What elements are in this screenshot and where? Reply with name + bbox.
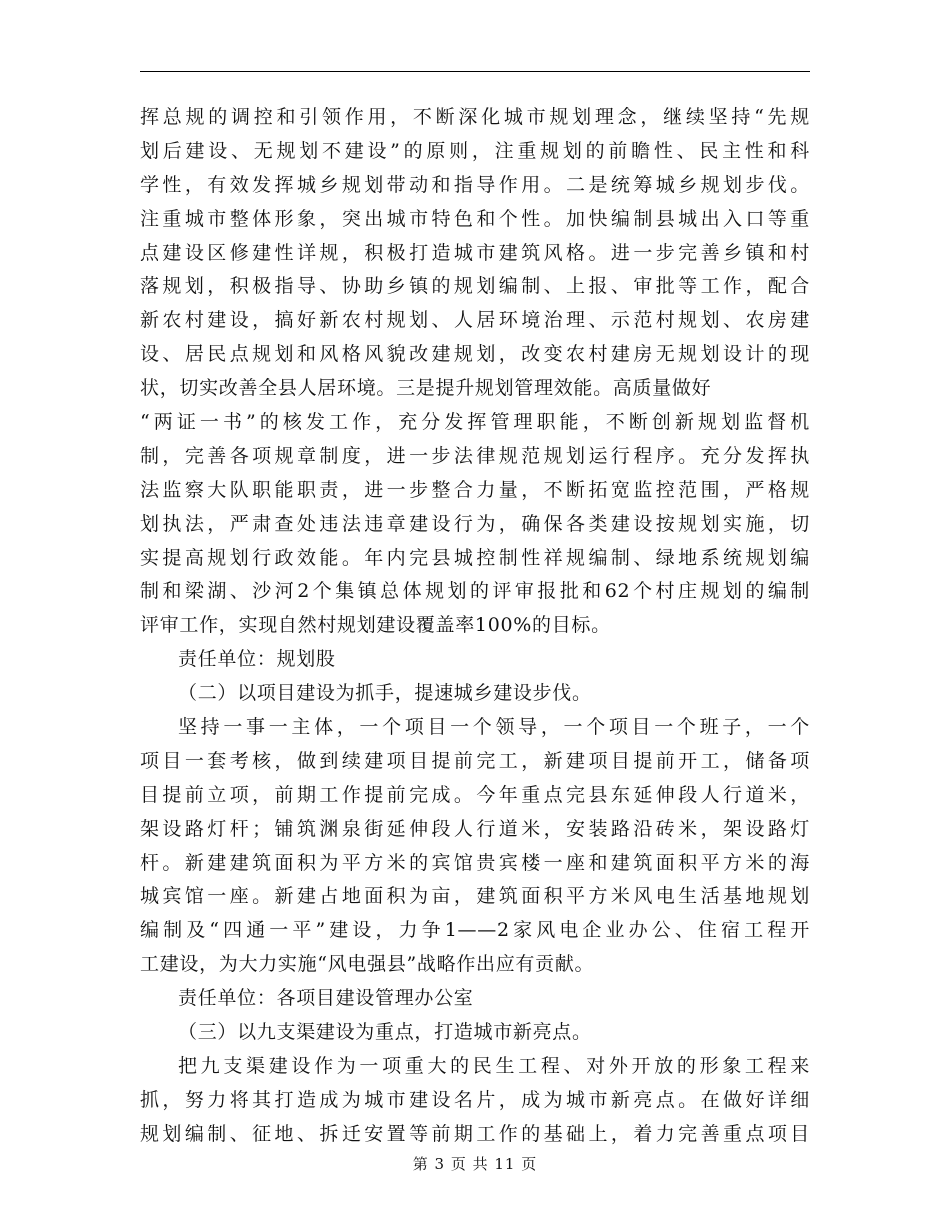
text-line: 评审工作，实现自然村规划建设覆盖率100%的目标。 [140,614,611,637]
text-line: 划后建设、无规划不建设”的原则，注重规划的前瞻性、民主性和科 [140,139,810,162]
text-line: 编制及“四通一平”建设，力争1——2家风电企业办公、住宿工程开 [140,919,810,942]
text-line: 架设路灯杆；铺筑渊泉街延伸段人行道米，安装路沿砖米，架设路灯 [140,817,810,840]
text-line: 设、居民点规划和风格风貌改建规划，改变农村建房无规划设计的现 [140,343,810,366]
text-line: 目提前立项，前期工作提前完成。今年重点完县东延伸段人行道米， [140,783,810,806]
text-line: 杆。新建建筑面积为平方米的宾馆贵宾楼一座和建筑面积平方米的海 [140,851,810,874]
page-number-footer: 第 3 页 共 11 页 [412,1155,538,1173]
text-line: 把九支渠建设作为一项重大的民生工程、对外开放的形象工程来 [178,1054,810,1077]
text-line: 点建设区修建性详规，积极打造城市建筑风格。进一步完善乡镇和村 [140,241,810,264]
text-line: 新农村建设，搞好新农村规划、人居环境治理、示范村规划、农房建 [140,309,810,332]
text-line: 制，完善各项规章制度，进一步法律规范规划运行程序。充分发挥执 [140,444,810,467]
text-line: 学性，有效发挥城乡规划带动和指导作用。二是统筹城乡规划步伐。 [140,173,810,196]
text-line: 划执法，严肃查处违法违章建设行为，确保各类建设按规划实施，切 [140,512,810,535]
responsible-unit-line: 责任单位：规划股 [178,648,336,671]
section-heading: （二）以项目建设为抓手，提速城乡建设步伐。 [178,682,592,705]
text-line: 项目一套考核，做到续建项目提前完工，新建项目提前开工，储备项 [140,749,810,772]
text-line: 坚持一事一主体，一个项目一个领导，一个项目一个班子，一个 [178,716,810,739]
responsible-unit-line: 责任单位：各项目建设管理办公室 [178,987,474,1010]
text-line: 城宾馆一座。新建占地面积为亩，建筑面积平方米风电生活基地规划 [140,885,810,908]
text-line: 规划编制、征地、拆迁安置等前期工作的基础上，着力完善重点项目 [140,1122,810,1145]
text-line: 抓，努力将其打造成为城市建设名片，成为城市新亮点。在做好详细 [140,1088,810,1111]
text-line: 注重城市整体形象，突出城市特色和个性。加快编制县城出入口等重 [140,207,810,230]
section-heading: （三）以九支渠建设为重点，打造城市新亮点。 [178,1021,592,1044]
header-rule [140,71,810,72]
document-body [140,101,810,1152]
text-line: 落规划，积极指导、协助乡镇的规划编制、上报、审批等工作，配合 [140,275,810,298]
text-line: 状，切实改善全县人居环境。三是提升规划管理效能。高质量做好 [140,377,712,400]
text-line: “两证一书”的核发工作，充分发挥管理职能，不断创新规划监督机 [140,411,810,434]
text-line: 法监察大队职能职责，进一步整合力量，不断拓宽监控范围，严格规 [140,478,810,501]
text-line: 实提高规划行政效能。年内完县城控制性祥规编制、绿地系统规划编 [140,546,810,569]
text-line: 工建设，为大力实施“风电强县”战略作出应有贡献。 [140,953,595,976]
text-line: 制和梁湖、沙河2个集镇总体规划的评审报批和62个村庄规划的编制 [140,580,810,603]
text-line: 挥总规的调控和引领作用，不断深化城市规划理念，继续坚持“先规 [140,106,810,128]
